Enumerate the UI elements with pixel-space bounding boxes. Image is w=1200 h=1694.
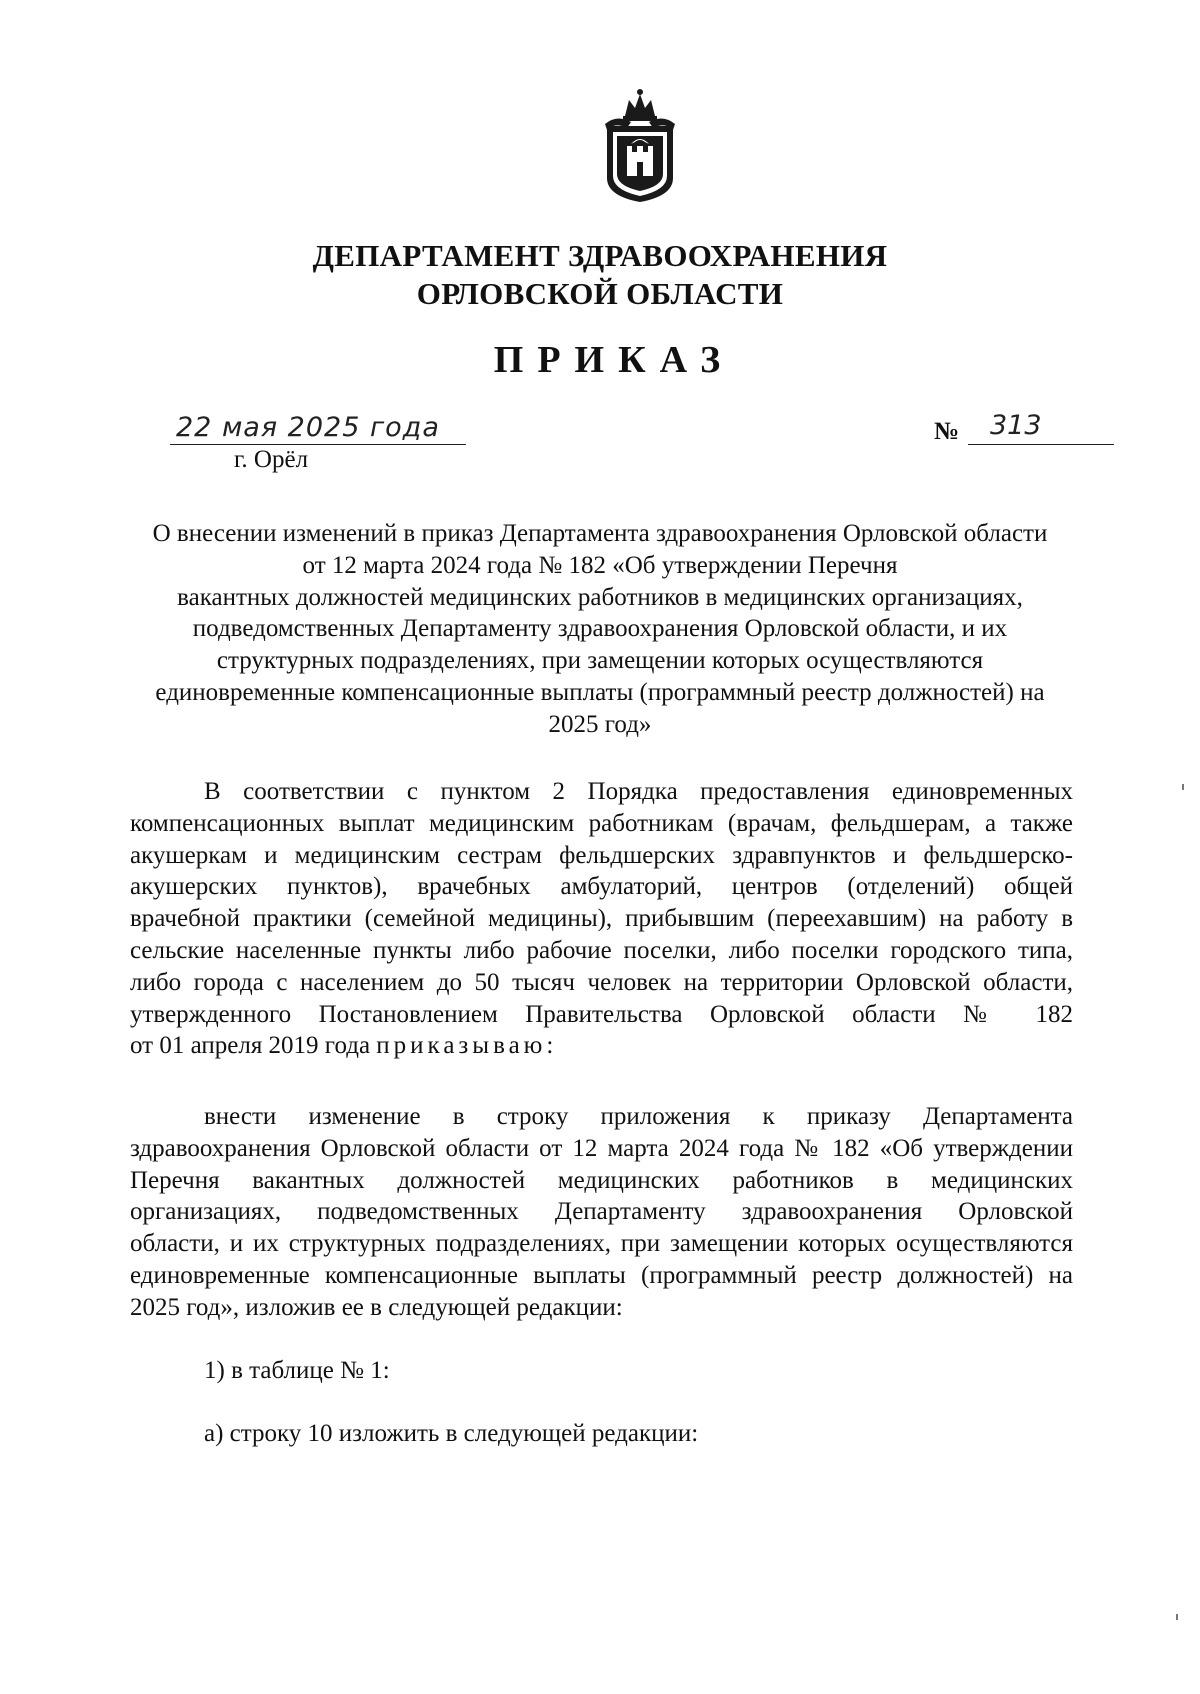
coat-of-arms-icon <box>597 86 683 204</box>
paragraph-line-prefix: от 01 апреля 2019 года <box>130 1032 377 1060</box>
organization-name-line-2: ОРЛОВСКОЙ ОБЛАСТИ <box>416 276 784 311</box>
number-underline <box>968 444 1114 445</box>
paragraph-line: акушерских пунктов), врачебных амбулаторий, центров (отделений) общей <box>130 873 1073 901</box>
paragraph-line: сельские населенные пункты либо рабочие поселки, либо поселки городского типа, <box>130 936 1073 964</box>
date-underline <box>170 444 466 445</box>
paragraph-line: врачебной практики (семейной медицины), прибывшим (переехавшим) на работу в <box>130 905 1073 933</box>
paragraph-line: акушеркам и медицинским сестрам фельдшерских здравпунктов и фельдшерско- <box>130 841 1073 869</box>
subject-line: 2025 год» <box>548 710 652 738</box>
list-item-table-1: 1) в таблице № 1: <box>204 1357 390 1384</box>
handwritten-date: 22 мая 2025 года <box>176 412 440 443</box>
order-subject <box>128 518 1072 741</box>
number-label: № <box>934 418 960 445</box>
paragraph-line: единовременные компенсационные выплаты (программный реестр должностей) на <box>130 1261 1073 1289</box>
paragraph-line: компенсационных выплат медицинским работникам (врачам, фельдшерам, а также <box>130 809 1073 837</box>
paragraph-line: области, и их структурных подразделениях, при замещении которых осуществляются <box>130 1230 1073 1258</box>
paragraph-line: утвержденного Постановлением Правительства Орловской области № 182 <box>130 1000 1073 1028</box>
scan-speck <box>1176 1614 1178 1620</box>
directive-paragraph <box>130 1101 1073 1324</box>
subject-line: от 12 марта 2024 года № 182 «Об утверждении Перечня <box>302 551 898 579</box>
subject-line: вакантных должностей медицинских работников в медицинских организациях, <box>177 583 1023 611</box>
paragraph-line: здравоохранения Орловской области от 12 марта 2024 года № 182 «Об утверждении <box>130 1134 1073 1162</box>
paragraph-line: организациях, подведомственных Департаменту здравоохранения Орловской <box>130 1198 1073 1226</box>
order-word: приказываю: <box>376 1032 558 1060</box>
subject-line: структурных подразделениях, при замещении которых осуществляются <box>216 647 984 675</box>
scan-speck <box>1182 784 1184 790</box>
list-item-row-10: а) строку 10 изложить в следующей редакции: <box>204 1420 699 1447</box>
paragraph-last-line <box>130 1030 1073 1062</box>
handwritten-number: 313 <box>990 410 1042 441</box>
paragraph-line: внести изменение в строку приложения к приказу Департамента <box>204 1103 1073 1130</box>
preamble-paragraph <box>130 776 1073 1062</box>
organization-name-line-1: ДЕПАРТАМЕНТ ЗДРАВООХРАНЕНИЯ <box>312 238 888 273</box>
subject-line: единовременные компенсационные выплаты (программный реестр должностей) на <box>155 678 1045 706</box>
city-label: г. Орёл <box>234 446 309 473</box>
paragraph-line: либо города с населением до 50 тысяч человек на территории Орловской области, <box>130 968 1073 996</box>
paragraph-line: В соответствии с пунктом 2 Порядка предоставления единовременных <box>204 778 1073 805</box>
paragraph-line: 2025 год», изложив ее в следующей редакции: <box>130 1293 623 1321</box>
subject-line: О внесении изменений в приказ Департамента здравоохранения Орловской области <box>152 520 1048 547</box>
document-type-title: ПРИКАЗ <box>493 339 735 381</box>
subject-line: подведомственных Департаменту здравоохранения Орловской области, и их <box>192 615 1008 643</box>
paragraph-line: Перечня вакантных должностей медицинских работников в медицинских <box>130 1166 1073 1194</box>
